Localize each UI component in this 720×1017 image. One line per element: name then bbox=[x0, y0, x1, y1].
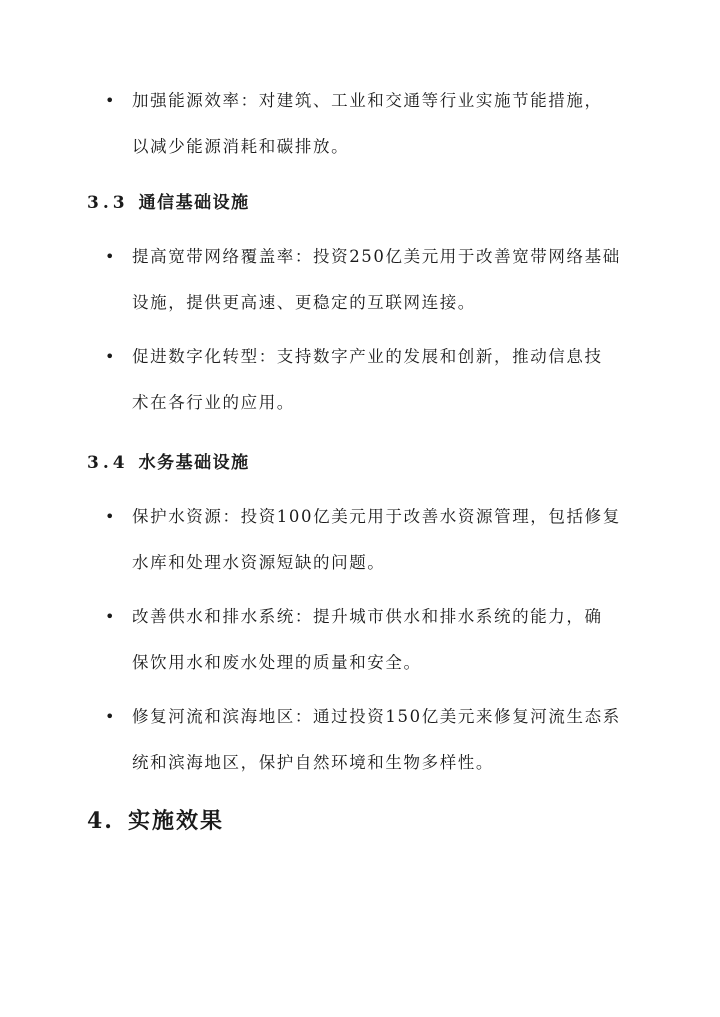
bullet-icon: • bbox=[105, 607, 115, 626]
list-item-text: 提高宽带网络覆盖率：投资250亿美元用于改善宽带网络基础 bbox=[132, 247, 621, 266]
list-item-broadband bbox=[105, 234, 628, 326]
section-heading-3-4 bbox=[87, 448, 250, 473]
list-item-text: 设施，提供更高速、更稳定的互联网连接。 bbox=[132, 293, 476, 312]
list-item-water-resources bbox=[105, 494, 628, 586]
list-item-rivers bbox=[105, 694, 628, 786]
list-item-text: 术在各行业的应用。 bbox=[132, 393, 295, 412]
section-heading-3-3 bbox=[87, 188, 250, 213]
list-item-text: 改善供水和排水系统：提升城市供水和排水系统的能力，确 bbox=[132, 607, 603, 626]
chapter-heading-4 bbox=[87, 804, 224, 835]
list-item-energy-efficiency bbox=[105, 78, 628, 170]
list-item-text: 以减少能源消耗和碳排放。 bbox=[132, 137, 350, 156]
section-number: 3.3 bbox=[87, 193, 129, 213]
list-item-water-supply bbox=[105, 594, 628, 686]
list-item-text: 统和滨海地区，保护自然环境和生物多样性。 bbox=[132, 753, 494, 772]
section-number: 3.4 bbox=[87, 453, 129, 473]
list-item-text: 水库和处理水资源短缺的问题。 bbox=[132, 553, 386, 572]
section-title: 通信基础设施 bbox=[138, 193, 250, 213]
list-item-text: 促进数字化转型：支持数字产业的发展和创新，推动信息技 bbox=[132, 347, 603, 366]
bullet-icon: • bbox=[105, 507, 115, 526]
list-item-text: 保饮用水和废水处理的质量和安全。 bbox=[132, 653, 422, 672]
bullet-icon: • bbox=[105, 91, 115, 110]
chapter-title: 实施效果 bbox=[127, 808, 224, 834]
bullet-icon: • bbox=[105, 247, 115, 266]
list-item-digital bbox=[105, 334, 628, 426]
section-title: 水务基础设施 bbox=[138, 453, 250, 473]
bullet-icon: • bbox=[105, 707, 115, 726]
list-item-text: 加强能源效率：对建筑、工业和交通等行业实施节能措施， bbox=[132, 91, 603, 110]
list-item-text: 保护水资源：投资100亿美元用于改善水资源管理，包括修复 bbox=[132, 507, 621, 526]
list-item-text: 修复河流和滨海地区：通过投资150亿美元来修复河流生态系 bbox=[132, 707, 621, 726]
chapter-number: 4. bbox=[87, 808, 114, 834]
bullet-icon: • bbox=[105, 347, 115, 366]
